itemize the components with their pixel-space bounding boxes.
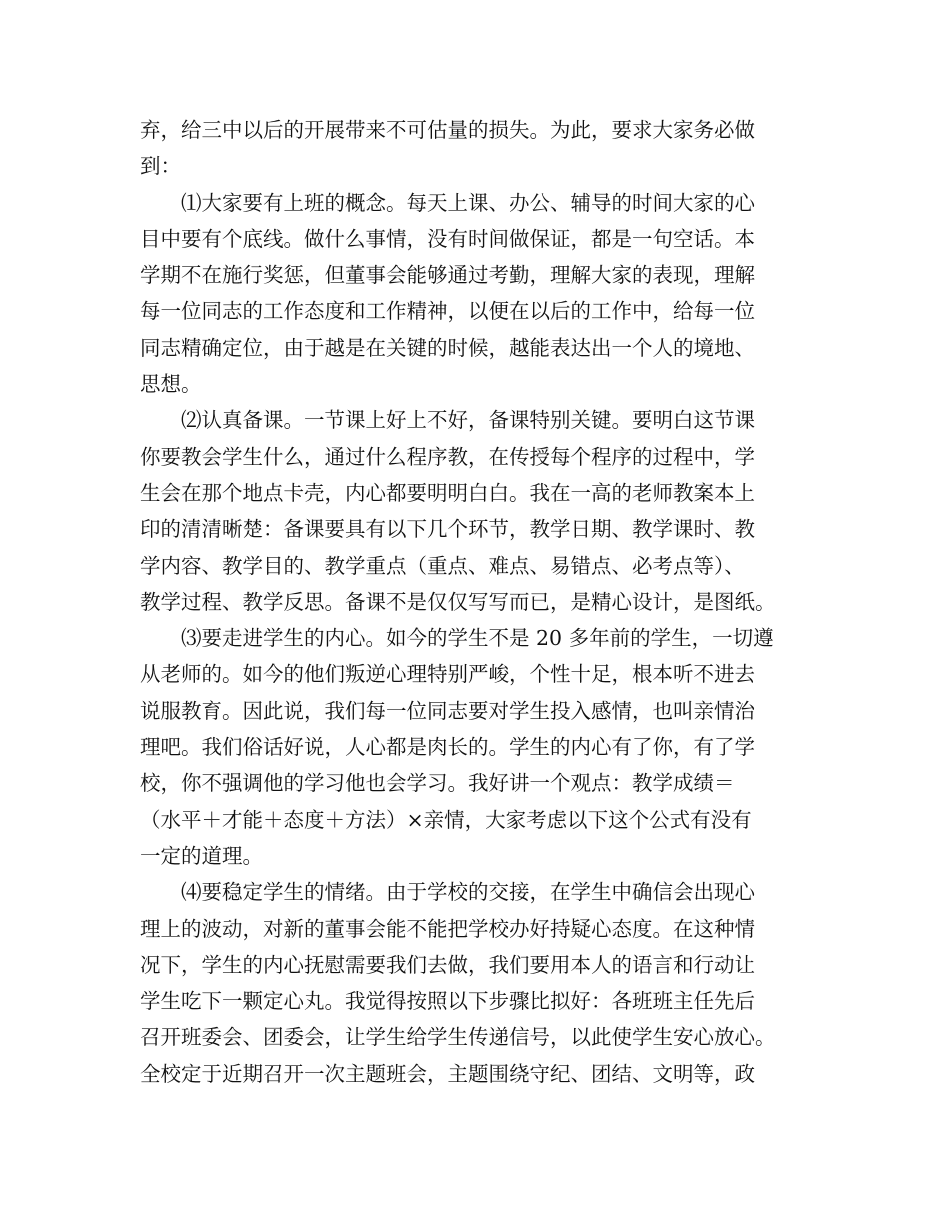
- text-line: 理吧。我们俗话好说，人心都是肉长的。学生的内心有了你，有了学: [140, 735, 755, 760]
- text-line: 到：: [140, 154, 181, 179]
- text-line: 教学过程、教学反思。备课不是仅仅写写而已，是精心设计，是图纸。: [140, 589, 776, 614]
- text-line: 说服教育。因此说，我们每一位同志要对学生投入感情，也叫亲情治: [140, 698, 755, 723]
- text-line: 你要教会学生什么，通过什么程序教，在传授每个程序的过程中，学: [140, 444, 755, 469]
- text-line: 生会在那个地点卡壳，内心都要明明白白。我在一高的老师教案本上: [140, 480, 755, 505]
- text-line: 思想。: [140, 372, 202, 397]
- text-line: 弃，给三中以后的开展带来不可估量的损失。为此，要求大家务必做: [140, 118, 755, 142]
- paragraph-start-line: ⑴大家要有上班的概念。每天上课、办公、辅导的时间大家的心: [181, 190, 755, 215]
- text-line: 全校定于近期召开一次主题班会，主题围绕守纪、团结、文明等，政: [140, 1061, 755, 1086]
- text-line: 学内容、教学目的、教学重点（重点、难点、易错点、必考点等）、: [140, 553, 745, 578]
- text-line: 同志精确定位，由于越是在关键的时候，越能表达出一个人的境地、: [140, 335, 755, 360]
- text-line: 况下，学生的内心抚慰需要我们去做，我们要用本人的语言和行动让: [140, 952, 755, 977]
- text-line: 理上的波动，对新的董事会能不能把学校办好持疑心态度。在这种情: [140, 916, 755, 941]
- text-line: 一定的道理。: [140, 843, 263, 868]
- text-line: 校，你不强调他的学习他也会学习。我好讲一个观点：教学成绩＝: [140, 771, 735, 796]
- text-line: 每一位同志的工作态度和工作精神，以便在以后的工作中，给每一位: [140, 299, 755, 324]
- document-body: [140, 112, 820, 1092]
- text-line: 印的清清晰楚：备课要具有以下几个环节，教学日期、教学课时、教: [140, 517, 755, 542]
- text-line: 学期不在施行奖惩，但董事会能够通过考勤，理解大家的表现，理解: [140, 263, 755, 288]
- text-line: 召开班委会、团委会，让学生给学生传递信号，以此使学生安心放心。: [140, 1025, 776, 1050]
- paragraph-start-line: ⑵认真备课。一节课上好上不好，备课特别关键。要明白这节课: [181, 408, 755, 433]
- text-line: （水平＋才能＋态度＋方法）×亲情，大家考虑以下这个公式有没有: [140, 807, 752, 832]
- text-line: 学生吃下一颗定心丸。我觉得按照以下步骤比拟好：各班班主任先后: [140, 989, 755, 1014]
- text-line: 从老师的。如今的他们叛逆心理特别严峻，个性十足，根本听不进去: [140, 662, 755, 687]
- text-line: 目中要有个底线。做什么事情，没有时间做保证，都是一句空话。本: [140, 226, 755, 251]
- paragraph-start-line: ⑶要走进学生的内心。如今的学生不是 20 多年前的学生，一切遵: [181, 626, 774, 651]
- paragraph-start-line: ⑷要稳定学生的情绪。由于学校的交接，在学生中确信会出现心: [181, 880, 755, 905]
